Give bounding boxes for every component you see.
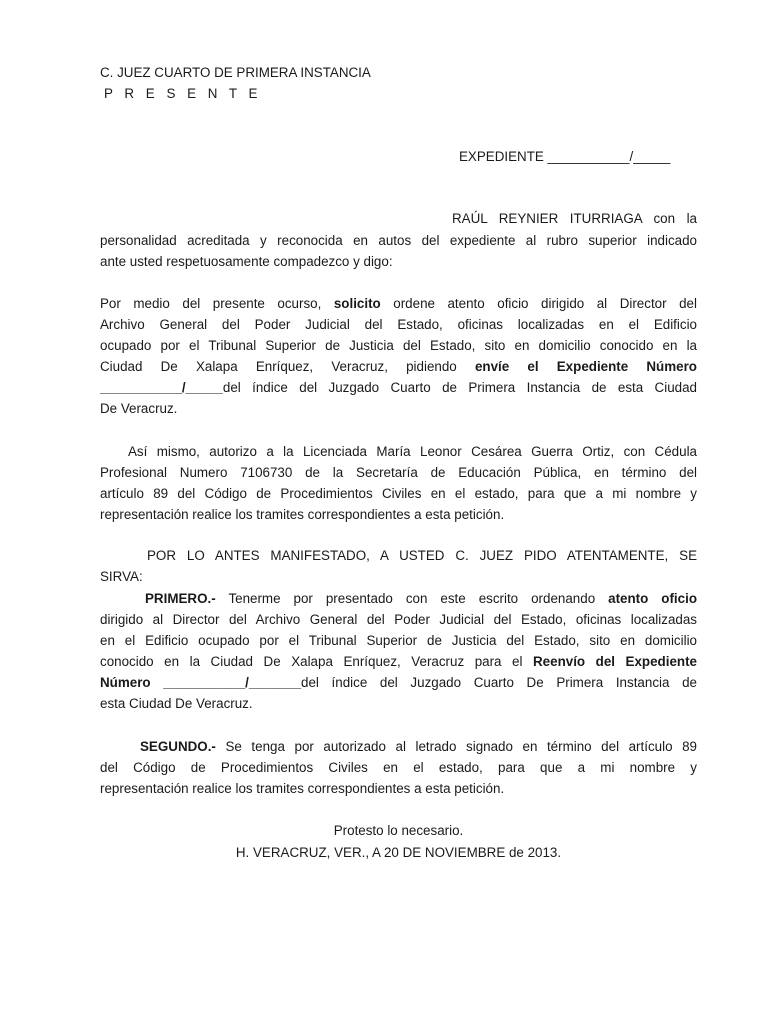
intro-line: personalidad acreditada y reconocida en autos del expediente al rubro superior indicado xyxy=(100,233,697,248)
text-run: del índice del Juzgado Cuarto De Primera Instancia de xyxy=(301,675,697,690)
segundo-line xyxy=(140,739,697,755)
paragraph-1-line: ocupado por el Tribunal Superior de Justicia del Estado, sito en domicilio conocido en la xyxy=(100,338,697,353)
place-date-line: H. VERACRUZ, VER., A 20 DE NOVIEMBRE de 2013. xyxy=(235,845,562,860)
primero-line: en el Edificio ocupado por el Tribunal Superior de Justicia del Estado, sito en domicilio xyxy=(100,633,697,648)
bold-text: Reenvío del Expediente xyxy=(533,654,697,669)
paragraph-2-line: artículo 89 del Código de Procedimientos Civiles en el estado, para que a mi nombre y xyxy=(100,486,697,501)
bold-text: atento oficio xyxy=(608,591,697,606)
protesto-line: Protesto lo necesario. xyxy=(333,823,464,838)
presente-heading: P R E S E N T E xyxy=(104,86,262,101)
addressee: C. JUEZ CUARTO DE PRIMERA INSTANCIA xyxy=(100,65,371,80)
paragraph-2-line: representación realice los tramites correspondientes a esta petición. xyxy=(100,507,505,522)
primero-line xyxy=(100,675,697,691)
paragraph-1-line xyxy=(100,359,697,375)
petitioner-name: RAÚL REYNIER ITURRIAGA con la xyxy=(452,211,697,226)
expediente-field: EXPEDIENTE ___________/_____ xyxy=(459,149,671,164)
text-run: Ciudad De Xalapa Enríquez, Veracruz, pidiendo xyxy=(100,359,457,374)
text-run: ordene atento oficio dirigido al Director del xyxy=(393,296,697,311)
paragraph-1-line xyxy=(100,380,697,396)
segundo-label: SEGUNDO.- xyxy=(140,739,216,754)
paragraph-1-line xyxy=(100,296,697,312)
paragraph-2-line: Profesional Numero 7106730 de la Secretaría de Educación Pública, en término del xyxy=(100,465,697,480)
primero-line: esta Ciudad De Veracruz. xyxy=(100,696,253,711)
intro-line: ante usted respetuosamente compadezco y digo: xyxy=(100,254,393,269)
text-run: Se tenga por autorizado al letrado signado en término del artículo 89 xyxy=(225,739,697,754)
paragraph-1-line: Archivo General del Poder Judicial del Estado, oficinas localizadas en el Edificio xyxy=(100,317,697,332)
text-run: Por medio del presente ocurso, xyxy=(100,296,322,311)
segundo-line: del Código de Procedimientos Civiles en el estado, para que a mi nombre y xyxy=(100,760,697,775)
bold-text: envíe el Expediente Número xyxy=(474,359,697,374)
primero-line: dirigido al Director del Archivo General del Poder Judicial del Estado, oficinas localizadas xyxy=(100,612,697,627)
primero-label: PRIMERO.- xyxy=(145,591,216,606)
primero-line xyxy=(145,591,697,607)
petition-heading: POR LO ANTES MANIFESTADO, A USTED C. JUEZ PIDO ATENTAMENTE, SE xyxy=(147,548,697,563)
text-run: del índice del Juzgado Cuarto de Primera Instancia de esta Ciudad xyxy=(222,380,697,395)
bold-text: ___________/_____ xyxy=(100,380,223,395)
petition-heading-line: SIRVA: xyxy=(100,569,143,584)
text-run: Tenerme por presentado con este escrito ordenando xyxy=(228,591,596,606)
bold-text: solicito xyxy=(333,296,381,311)
segundo-line: representación realice los tramites correspondientes a esta petición. xyxy=(100,781,505,796)
primero-line xyxy=(100,654,697,670)
paragraph-1-line: De Veracruz. xyxy=(100,401,178,416)
text-run: conocido en la Ciudad De Xalapa Enríquez, Veracruz para el xyxy=(100,654,523,669)
bold-text: Número ___________/_______ xyxy=(100,675,302,690)
paragraph-2-line: Así mismo, autorizo a la Licenciada María Leonor Cesárea Guerra Ortiz, con Cédula xyxy=(128,444,697,459)
